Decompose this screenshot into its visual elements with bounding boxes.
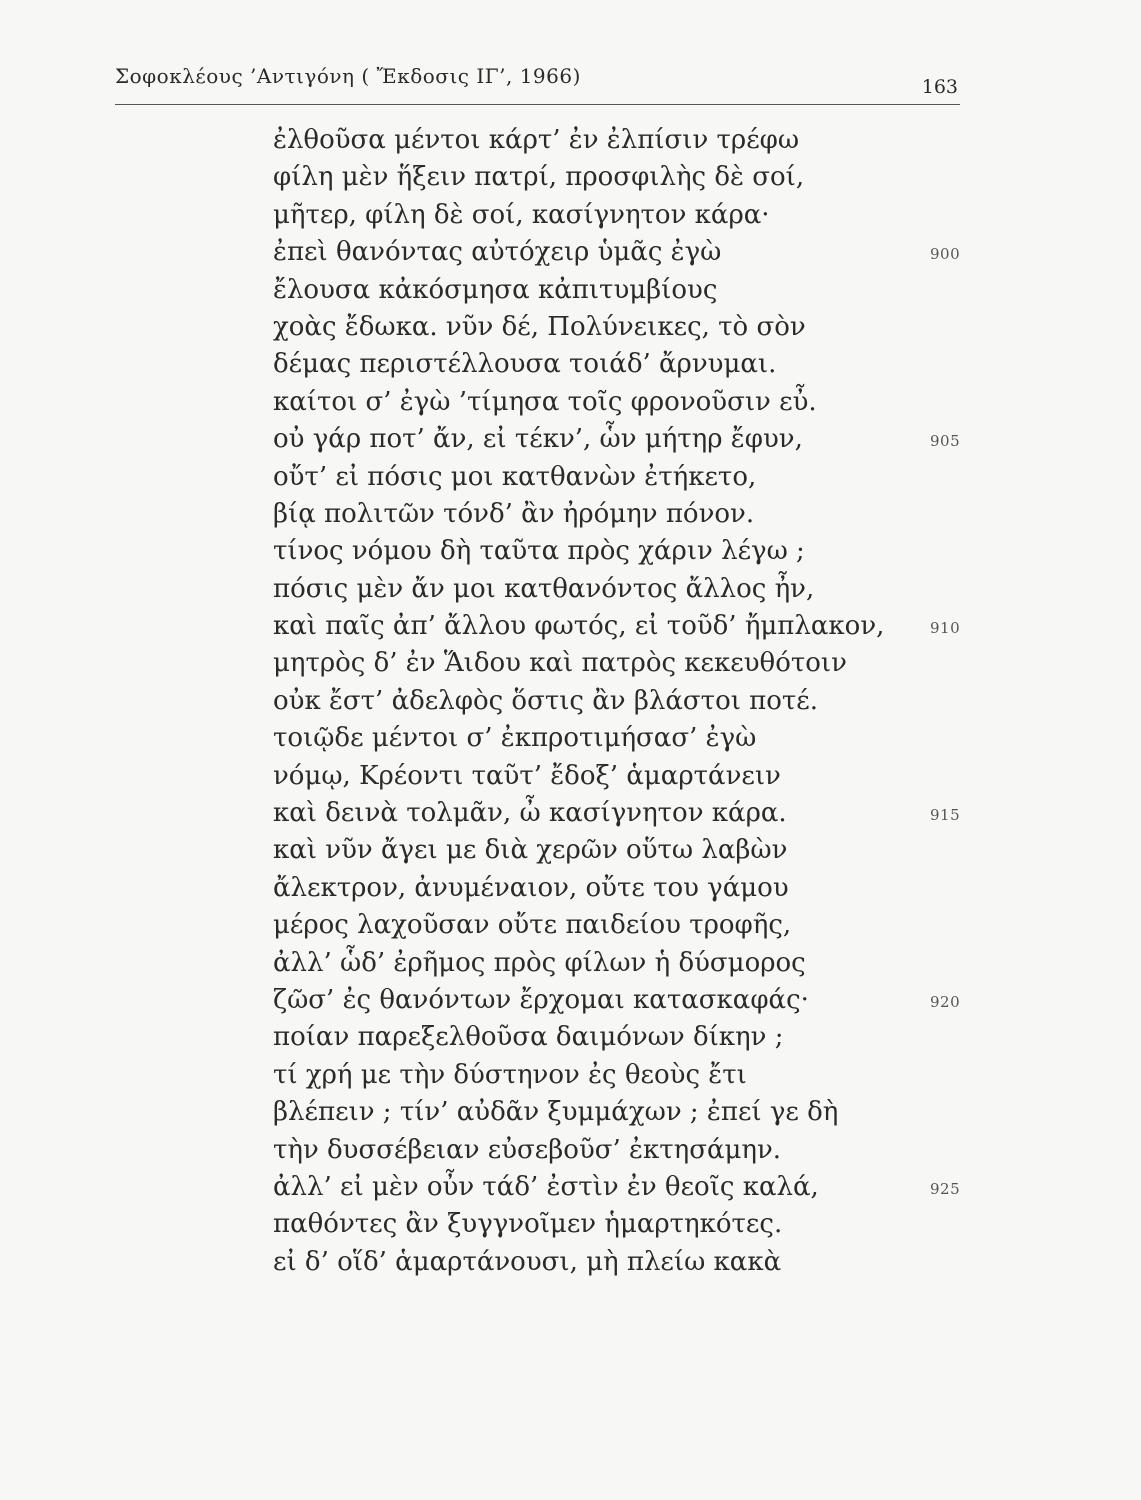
page-number: 163: [921, 76, 958, 98]
verse-line: [273, 1244, 963, 1281]
verse-line: [273, 1169, 963, 1206]
verse-line: [273, 122, 963, 159]
verse-line-text: παθόντες ἂν ξυγγνοῖμεν ἡμαρτηκότες.: [273, 1209, 783, 1240]
verse-line-text: ἀλλ’ εἰ μὲν οὖν τάδ’ ἐστὶν ἐν θεοῖς καλά,: [273, 1171, 819, 1202]
verse-line-text: τὴν δυσσέβειαν εὐσεβοῦσ’ ἐκτησάμην.: [273, 1134, 782, 1165]
verse-line: [273, 758, 963, 795]
verse-line: [273, 197, 963, 234]
verse-line-text: ποίαν παρεξελθοῦσα δαιμόνων δίκην ;: [273, 1022, 784, 1053]
verse-line-text: καὶ παῖς ἀπ’ ἄλλου φωτός, εἰ τοῦδ’ ἤμπλακον,: [273, 611, 885, 642]
verse-line: [273, 1094, 963, 1131]
running-head: [115, 62, 960, 105]
line-number: 900: [930, 245, 961, 264]
verse-line: [273, 645, 963, 682]
verse-line-text: πόσις μὲν ἄν μοι κατθανόντος ἄλλος ἦν,: [273, 573, 815, 604]
verse-line-text: μητρὸς δ’ ἐν Ἅιδου καὶ πατρὸς κεκευθότοιν: [273, 648, 847, 679]
verse-line-text: νόμῳ, Κρέοντι ταῦτ’ ἔδοξ’ ἁμαρτάνειν: [273, 760, 781, 791]
verse-line: [273, 571, 963, 608]
line-number: 920: [930, 992, 961, 1011]
verse-line-text: καὶ νῦν ἄγει με διὰ χερῶν οὕτω λαβὼν: [273, 835, 788, 866]
verse-text: [273, 122, 963, 1281]
verse-line: [273, 533, 963, 570]
verse-line-text: καίτοι σ’ ἐγὼ ’τίμησα τοῖς φρονοῦσιν εὖ.: [273, 386, 817, 417]
verse-line-text: βλέπειν ; τίν’ αὐδᾶν ξυμμάχων ; ἐπεί γε δὴ: [273, 1097, 839, 1128]
verse-line: [273, 496, 963, 533]
verse-line-text: τοιῷδε μέντοι σ’ ἐκπροτιμήσασ’ ἐγὼ: [273, 723, 757, 754]
verse-line-text: οὐκ ἔστ’ ἀδελφὸς ὅστις ἂν βλάστοι ποτέ.: [273, 685, 819, 716]
verse-line: [273, 1019, 963, 1056]
verse-line: [273, 459, 963, 496]
verse-line: [273, 683, 963, 720]
verse-line: [273, 945, 963, 982]
verse-line: [273, 346, 963, 383]
verse-line: [273, 234, 963, 271]
verse-line-text: βίᾳ πολιτῶν τόνδ’ ἂν ἠρόμην πόνον.: [273, 498, 755, 529]
verse-line: [273, 159, 963, 196]
verse-line-text: μῆτερ, φίλη δὲ σοί, κασίγνητον κάρα·: [273, 199, 770, 230]
verse-line: [273, 1132, 963, 1169]
verse-line-text: δέμας περιστέλλουσα τοιάδ’ ἄρνυμαι.: [273, 349, 777, 380]
verse-line: [273, 309, 963, 346]
verse-line: [273, 1206, 963, 1243]
verse-line: [273, 272, 963, 309]
verse-line-text: ἄλεκτρον, ἀνυμέναιον, οὔτε του γάμου: [273, 872, 789, 903]
verse-line: [273, 870, 963, 907]
verse-line: [273, 608, 963, 645]
verse-line-text: τί χρή με τὴν δύστηνον ἐς θεοὺς ἔτι: [273, 1059, 747, 1090]
verse-line-text: οὔτ’ εἰ πόσις μοι κατθανὼν ἐτήκετο,: [273, 461, 757, 492]
verse-line-text: χοὰς ἔδωκα. νῦν δέ, Πολύνεικες, τὸ σὸν: [273, 311, 806, 342]
verse-line: [273, 1057, 963, 1094]
verse-line-text: μέρος λαχοῦσαν οὔτε παιδείου τροφῆς,: [273, 910, 792, 941]
verse-line-text: ἔλουσα κἀκόσμησα κἀπιτυμβίους: [273, 274, 718, 305]
verse-line: [273, 384, 963, 421]
verse-line-text: ἐλθοῦσα μέντοι κάρτ’ ἐν ἐλπίσιν τρέφω: [273, 125, 800, 155]
line-number: 905: [930, 432, 961, 451]
running-title: Σοφοκλέους ’Αντιγόνη ( Ἔκδοσις ΙΓ’, 1966): [115, 64, 581, 88]
verse-line-text: τίνος νόμου δὴ ταῦτα πρὸς χάριν λέγω ;: [273, 536, 805, 567]
verse-line-text: εἰ δ’ οἵδ’ ἁμαρτάνουσι, μὴ πλείω κακὰ: [273, 1246, 782, 1277]
verse-line-text: ἀλλ’ ὧδ’ ἐρῆμος πρὸς φίλων ἡ δύσμορος: [273, 947, 806, 978]
line-number: 915: [930, 806, 961, 825]
verse-line: [273, 720, 963, 757]
verse-line-text: ἐπεὶ θανόντας αὐτόχειρ ὑμᾶς ἐγὼ: [273, 237, 722, 268]
verse-line-text: οὐ γάρ ποτ’ ἄν, εἰ τέκν’, ὧν μήτηρ ἔφυν,: [273, 424, 803, 455]
verse-line: [273, 795, 963, 832]
verse-line-text: ζῶσ’ ἐς θανόντων ἔρχομαι κατασκαφάς·: [273, 984, 809, 1015]
line-number: 910: [930, 619, 961, 638]
verse-line: [273, 832, 963, 869]
verse-line-text: φίλη μὲν ἥξειν πατρί, προσφιλὴς δὲ σοί,: [273, 162, 805, 193]
verse-line: [273, 982, 963, 1019]
verse-line: [273, 421, 963, 458]
verse-line: [273, 907, 963, 944]
verse-line-text: καὶ δεινὰ τολμᾶν, ὦ κασίγνητον κάρα.: [273, 798, 787, 829]
line-number: 925: [930, 1179, 961, 1198]
